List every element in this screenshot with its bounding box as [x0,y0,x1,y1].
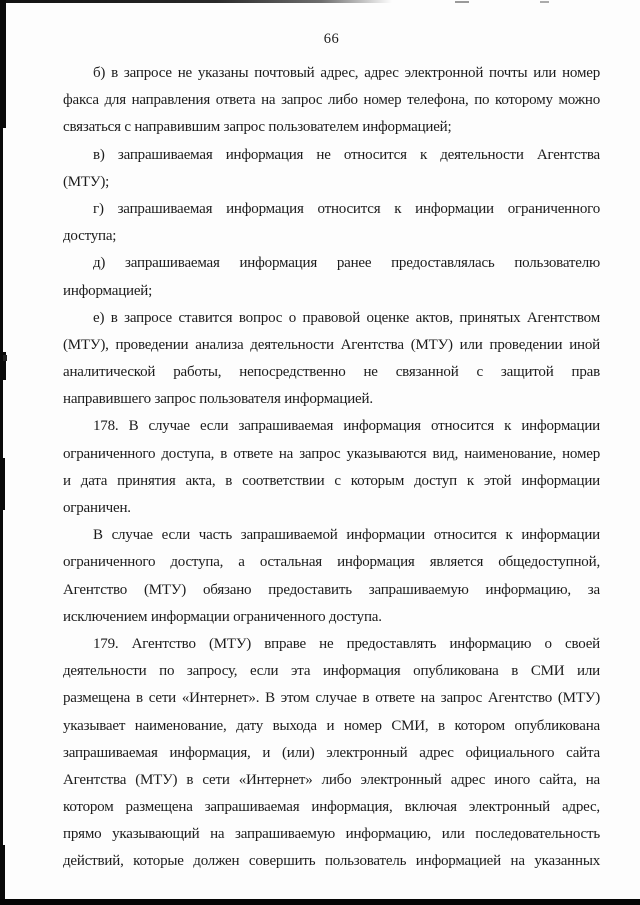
text-line: ограниченного доступа, в ответе на запрос указываются вид, наименование, номер [63,445,600,462]
text-line: информацией; [63,282,153,299]
paragraph [63,413,600,522]
text-line: ограниченного доступа, а остальная информация является общедоступной, [63,554,600,571]
scan-artifact-left-blob [0,352,6,380]
text-line: Агентство (МТУ) обязано предоставить запрашиваемую информацию, за [63,581,600,598]
text-line: запрашиваемая информация, и (или) электронный адрес официального сайта [63,744,600,761]
text-line: 179. Агентство (МТУ) вправе не предоставлять информацию о своей [93,635,600,652]
text-line: направившего запрос пользователя информацией. [63,391,373,408]
text-line: деятельности по запросу, если эта информация опубликована в СМИ или [63,663,600,680]
text-line: д) запрашиваемая информация ранее предоставлялась пользователю [93,255,600,272]
scan-artifact-top-dash [540,1,549,3]
scan-artifact-bottom-edge [0,899,640,905]
text-line: доступа; [63,228,117,245]
page-number: 66 [323,31,340,47]
text-line: указывает наименование, дату выхода и номер СМИ, в котором опубликована [63,717,600,734]
paragraph [63,196,600,250]
paragraph [63,142,600,196]
text-line: прямо указывающий на запрашиваемую информацию, или последовательность [63,826,600,843]
text-line: Агентства (МТУ) в сети «Интернет» либо электронный адрес иного сайта, на [63,771,600,788]
text-line: В случае если часть запрашиваемой информации относится к информации [93,527,600,544]
document-body [63,60,600,876]
text-line: котором размещена запрашиваемая информация, включая электронный адрес, [63,799,600,816]
scan-artifact-left-edge [0,0,3,905]
scan-artifact-top-edge [0,0,392,3]
text-line: г) запрашиваемая информация относится к информации ограниченного [93,200,600,217]
paragraph [63,631,600,876]
text-line: е) в запросе ставится вопрос о правовой оценке актов, принятых Агентством [93,309,600,326]
scan-artifact-left-blob [0,458,5,510]
text-line: ограничен. [63,500,131,516]
text-line: (МТУ); [63,173,110,190]
text-line: 178. В случае если запрашиваемая информация относится к информации [93,418,600,435]
scan-artifact-left-blob [0,845,5,905]
scan-artifact-left-tick [3,355,7,361]
text-line: факса для направления ответа на запрос либо номер телефона, по которому можно [63,92,600,109]
text-line: (МТУ), проведении анализа деятельности Агентства (МТУ) или проведении иной [63,336,600,353]
text-line: действий, которые должен совершить пользователь информацией на указанных [63,853,600,870]
text-line: связаться с направившим запрос пользователем информацией; [63,119,452,136]
text-line: в) запрашиваемая информация не относится к деятельности Агентства [93,146,600,163]
paragraph [63,305,600,414]
scan-artifact-top-dash [455,1,469,3]
paragraph [63,522,600,631]
text-line: размещена в сети «Интернет». В этом случае в ответе на запрос Агентство (МТУ) [63,690,600,707]
text-line: аналитической работы, непосредственно не связанной с защитой прав [63,364,600,381]
text-line: и дата принятия акта, в соответствии с которым доступ к этой информации [63,472,600,489]
scan-artifact-left-blob [0,0,6,128]
text-line: исключением информации ограниченного доступа. [63,608,382,625]
paragraph [63,60,600,142]
paragraph [63,250,600,304]
text-line: б) в запросе не указаны почтовый адрес, адрес электронной почты или номер [93,65,600,81]
